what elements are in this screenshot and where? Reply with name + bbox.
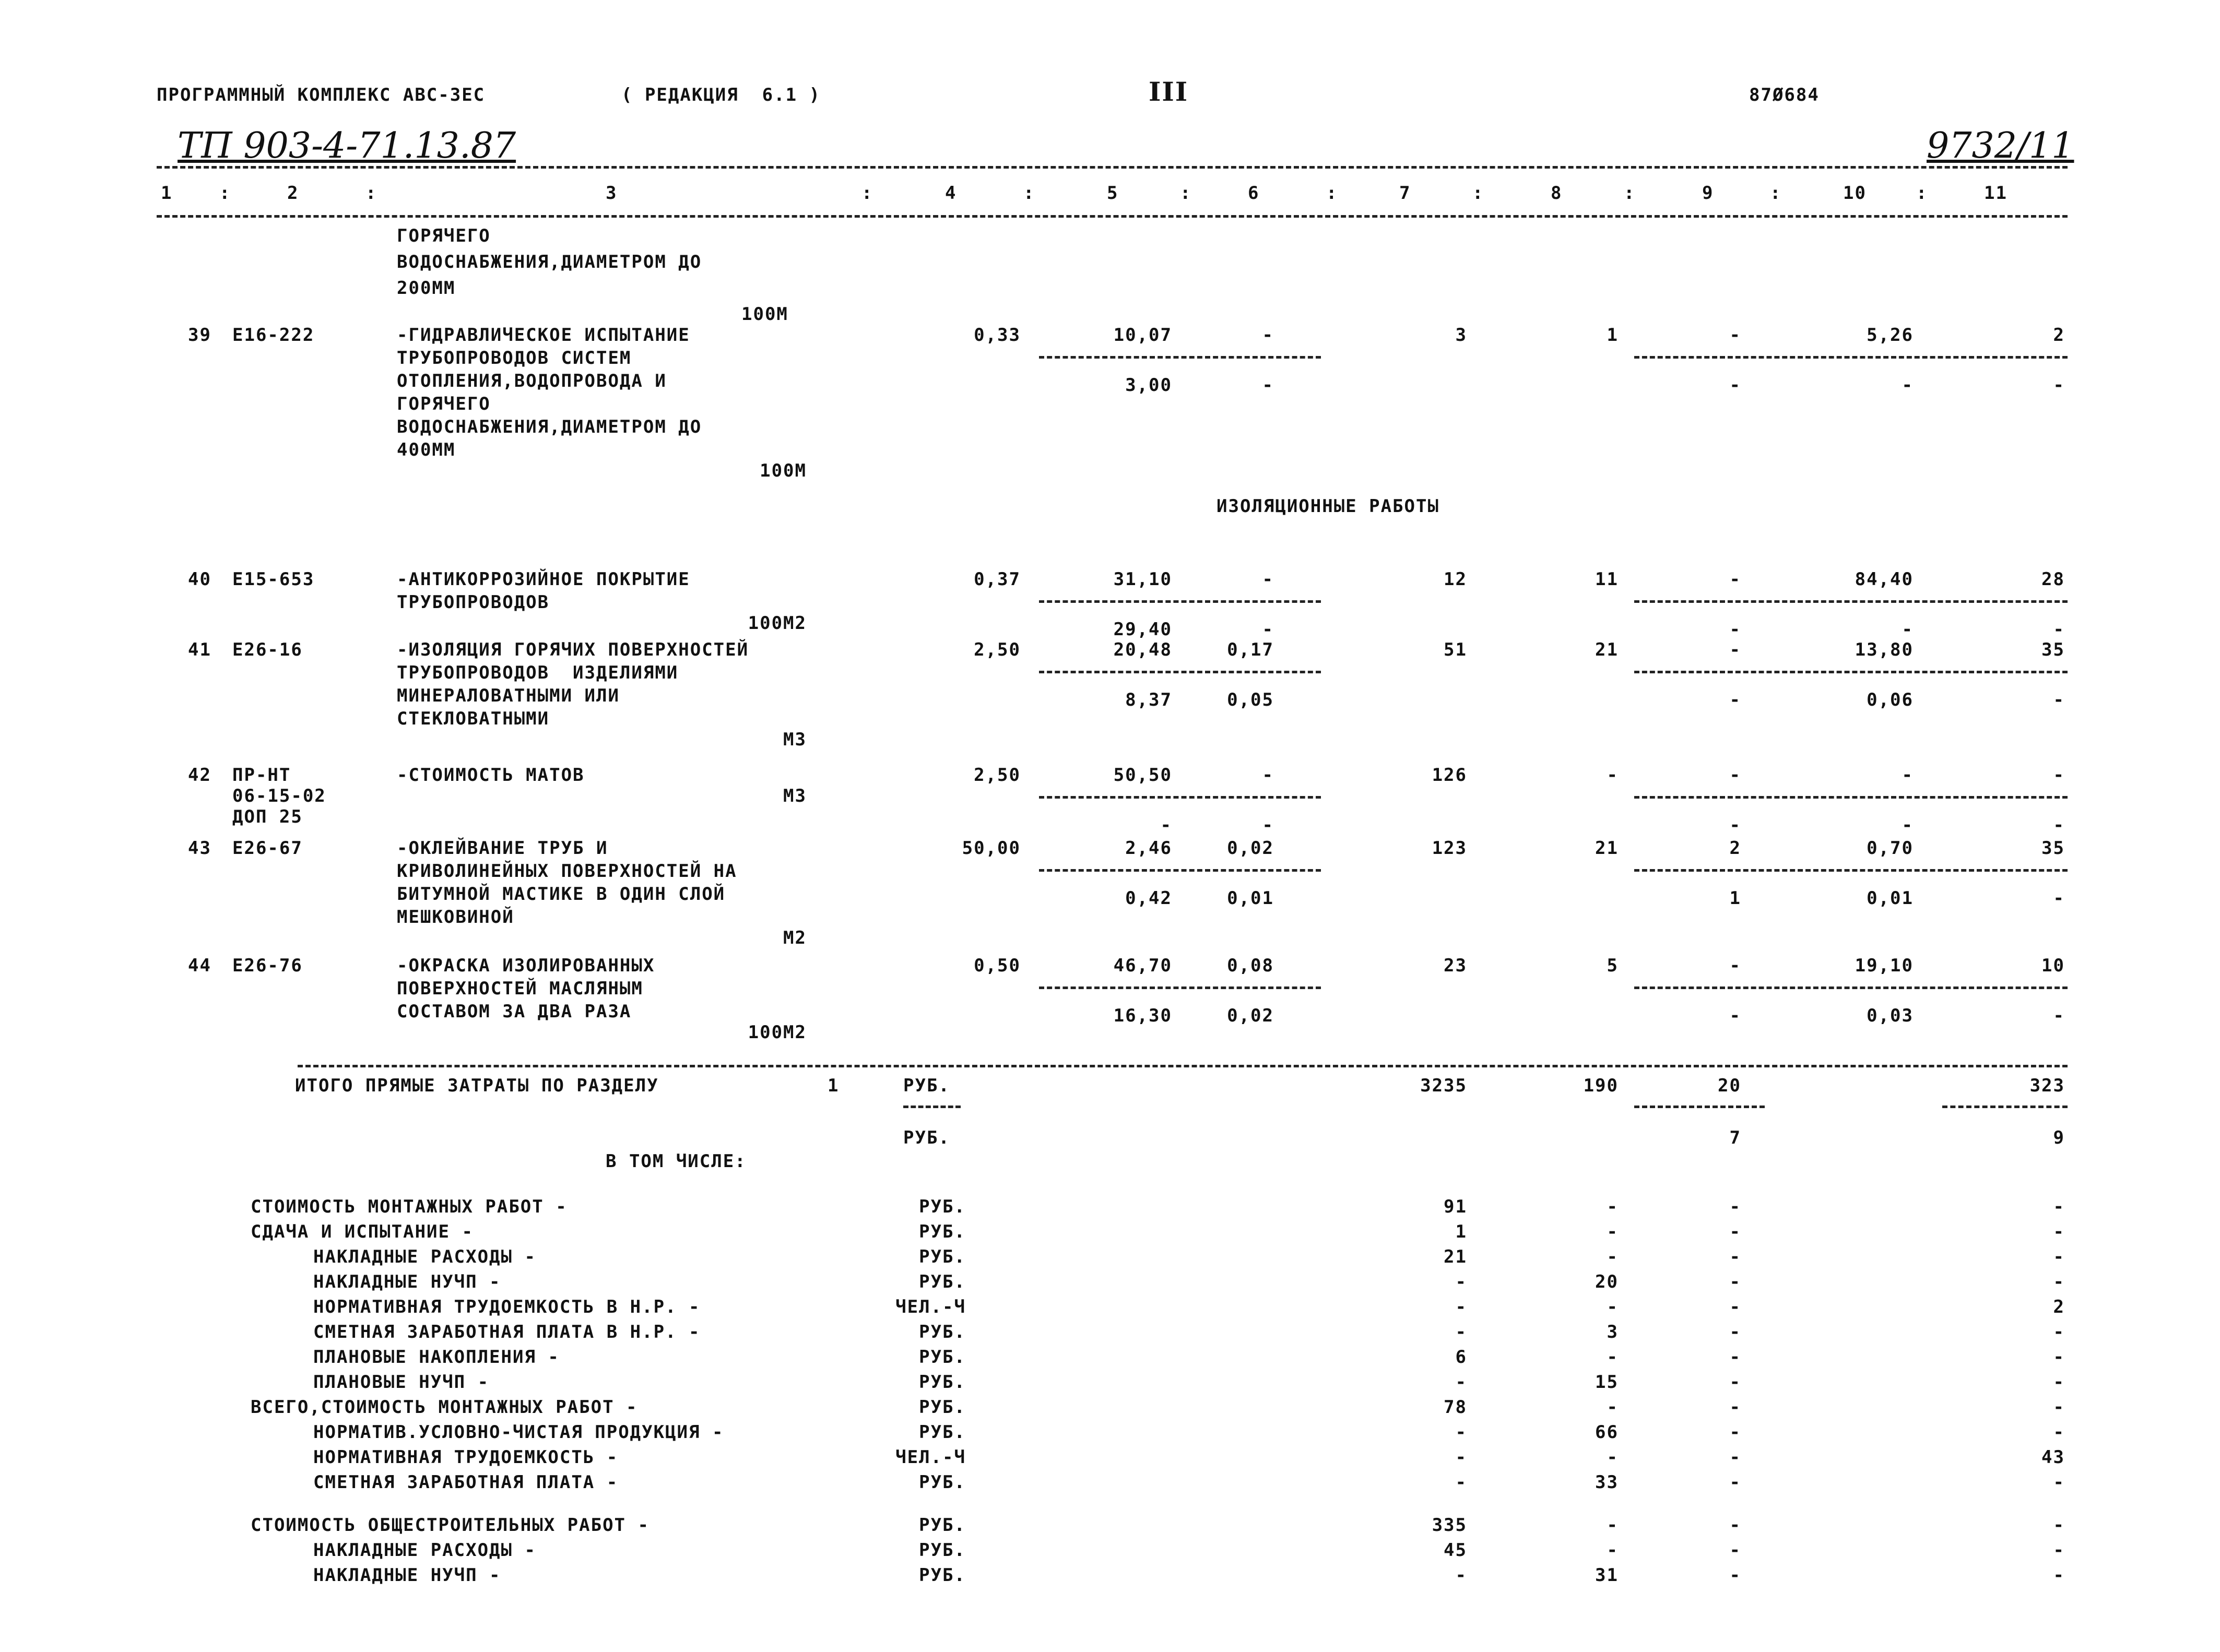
- summary-col8: -: [1607, 1397, 1619, 1418]
- summary-col9: -: [1729, 1246, 1741, 1267]
- work-description: ТРУБОПРОВОДОВ ИЗДЕЛИЯМИ: [397, 662, 679, 683]
- row-number: 43: [188, 838, 211, 859]
- summary-label: НАКЛАДНЫЕ НУЧП -: [313, 1565, 501, 1586]
- summary-col11: -: [2053, 1397, 2065, 1418]
- carryover-line: 100М: [741, 304, 788, 325]
- totals-unit-rule: [903, 1106, 961, 1108]
- summary-label: ВСЕГО,СТОИМОСТЬ МОНТАЖНЫХ РАБОТ -: [251, 1397, 638, 1418]
- column-header: 11: [1984, 183, 2008, 204]
- summary-col8: 20: [1595, 1271, 1619, 1292]
- summary-col11: -: [2053, 1422, 2065, 1443]
- summary-col11: -: [2053, 1196, 2065, 1217]
- col9-lower: -: [1729, 690, 1741, 710]
- summary-col8: 33: [1595, 1472, 1619, 1493]
- work-description: -ИЗОЛЯЦИЯ ГОРЯЧИХ ПОВЕРХНОСТЕЙ: [397, 639, 749, 660]
- header-rule-top: [157, 166, 2068, 169]
- column-header: 9: [1702, 183, 1714, 204]
- unit-wage: 16,30: [1113, 1005, 1172, 1026]
- column-header: :: [1023, 183, 1035, 204]
- unit-cost: 46,70: [1113, 955, 1172, 976]
- summary-col9: -: [1729, 1422, 1741, 1443]
- col9-upper: -: [1729, 765, 1741, 786]
- summary-unit: РУБ.: [919, 1372, 966, 1393]
- machine-cost: -: [1262, 765, 1274, 786]
- machine-cost: -: [1262, 569, 1274, 590]
- summary-unit: РУБ.: [919, 1347, 966, 1368]
- unit-cost: 2,46: [1125, 838, 1172, 859]
- summary-unit: ЧЕЛ.-Ч: [895, 1447, 966, 1468]
- col10-upper: 84,40: [1855, 569, 1914, 590]
- column-header: 8: [1551, 183, 1563, 204]
- column-header: 7: [1399, 183, 1411, 204]
- total-wage: 21: [1595, 639, 1619, 660]
- col10-lower: -: [1902, 815, 1914, 836]
- work-description: ТРУБОПРОВОДОВ: [397, 592, 550, 613]
- value-separator: [1634, 600, 2068, 603]
- work-description: -ОКЛЕЙВАНИЕ ТРУБ И: [397, 838, 608, 859]
- col11-lower: -: [2053, 815, 2065, 836]
- summary-col9: -: [1729, 1565, 1741, 1586]
- total-wage: 5: [1607, 955, 1619, 976]
- work-code: 06-15-02: [232, 786, 326, 806]
- value-separator: [1039, 869, 1321, 872]
- work-description: МЕШКОВИНОЙ: [397, 907, 514, 928]
- col9-lower: -: [1729, 375, 1741, 396]
- col10-lower: -: [1902, 375, 1914, 396]
- summary-col8: -: [1607, 1540, 1619, 1561]
- col11-lower: -: [2053, 375, 2065, 396]
- machine-cost: 0,08: [1227, 955, 1274, 976]
- summary-col8: 31: [1595, 1565, 1619, 1586]
- unit-cost: 31,10: [1113, 569, 1172, 590]
- col11-lower: -: [2053, 619, 2065, 640]
- value-separator: [1039, 987, 1321, 989]
- work-code: Е26-67: [232, 838, 303, 859]
- col9-upper: 2: [1729, 838, 1741, 859]
- column-header: 1: [161, 183, 173, 204]
- column-header: :: [861, 183, 873, 204]
- work-description: КРИВОЛИНЕЙНЫХ ПОВЕРХНОСТЕЙ НА: [397, 861, 737, 882]
- summary-col9: -: [1729, 1322, 1741, 1342]
- machine-wage: 0,01: [1227, 888, 1274, 909]
- summary-unit: РУБ.: [919, 1322, 966, 1342]
- summary-col9: -: [1729, 1271, 1741, 1292]
- work-code: ДОП 25: [232, 806, 303, 827]
- work-description: 400ММ: [397, 439, 456, 460]
- col10-lower: 0,01: [1867, 888, 1914, 909]
- totals-col9: 20: [1718, 1075, 1741, 1096]
- summary-col7: -: [1455, 1422, 1467, 1443]
- machine-cost: -: [1262, 325, 1274, 346]
- col9-upper: -: [1729, 639, 1741, 660]
- totals-wage: 190: [1583, 1075, 1619, 1096]
- summary-col7: -: [1455, 1271, 1467, 1292]
- summary-col11: -: [2053, 1347, 2065, 1368]
- totals-col11: 9: [2053, 1127, 2065, 1148]
- summary-col7: -: [1455, 1297, 1467, 1317]
- unit-wage: -: [1160, 815, 1172, 836]
- summary-col7: 45: [1444, 1540, 1467, 1561]
- summary-unit: РУБ.: [919, 1565, 966, 1586]
- summary-col9: -: [1729, 1196, 1741, 1217]
- summary-col8: -: [1607, 1221, 1619, 1242]
- col9-lower: -: [1729, 619, 1741, 640]
- col11-upper: 35: [2041, 838, 2065, 859]
- unit-of-measure: 100М2: [748, 613, 807, 634]
- value-separator: [1634, 987, 2068, 989]
- summary-unit: РУБ.: [919, 1221, 966, 1242]
- row-number: 41: [188, 639, 211, 660]
- summary-col11: -: [2053, 1322, 2065, 1342]
- column-header: :: [365, 183, 377, 204]
- summary-col7: -: [1455, 1447, 1467, 1468]
- unit-of-measure: М3: [783, 786, 807, 806]
- summary-unit: РУБ.: [919, 1196, 966, 1217]
- summary-col7: 21: [1444, 1246, 1467, 1267]
- work-description: БИТУМНОЙ МАСТИКЕ В ОДИН СЛОЙ: [397, 884, 726, 905]
- quantity: 50,00: [962, 838, 1021, 859]
- carryover-line: ГОРЯЧЕГО: [397, 225, 491, 246]
- work-code: Е26-76: [232, 955, 303, 976]
- summary-col8: -: [1607, 1196, 1619, 1217]
- total-cost: 23: [1444, 955, 1467, 976]
- total-cost: 12: [1444, 569, 1467, 590]
- column-header: 5: [1107, 183, 1119, 204]
- summary-unit: ЧЕЛ.-Ч: [895, 1297, 966, 1317]
- col10-upper: 19,10: [1855, 955, 1914, 976]
- machine-wage: -: [1262, 619, 1274, 640]
- totals-col9: 7: [1729, 1127, 1741, 1148]
- value-separator: [1634, 869, 2068, 872]
- col10-lower: 0,06: [1867, 690, 1914, 710]
- summary-unit: РУБ.: [919, 1515, 966, 1536]
- value-separator: [1039, 600, 1321, 603]
- summary-col7: 91: [1444, 1196, 1467, 1217]
- col10-upper: -: [1902, 765, 1914, 786]
- summary-unit: РУБ.: [919, 1472, 966, 1493]
- col9-upper: -: [1729, 325, 1741, 346]
- summary-col7: 78: [1444, 1397, 1467, 1418]
- summary-col9: -: [1729, 1347, 1741, 1368]
- including-label: В ТОМ ЧИСЛЕ:: [606, 1151, 747, 1172]
- totals-col9-rule: [1634, 1106, 1765, 1108]
- col11-lower: -: [2053, 888, 2065, 909]
- quantity: 0,37: [974, 569, 1021, 590]
- machine-wage: 0,05: [1227, 690, 1274, 710]
- summary-unit: РУБ.: [919, 1271, 966, 1292]
- column-header: 10: [1843, 183, 1867, 204]
- summary-col8: 15: [1595, 1372, 1619, 1393]
- totals-rule: [298, 1065, 2068, 1067]
- unit-of-measure: 100М: [760, 460, 807, 481]
- quantity: 2,50: [974, 639, 1021, 660]
- section-title: ИЗОЛЯЦИОННЫЕ РАБОТЫ: [1217, 496, 1439, 517]
- col9-upper: -: [1729, 955, 1741, 976]
- value-separator: [1634, 796, 2068, 799]
- row-number: 40: [188, 569, 211, 590]
- summary-col8: -: [1607, 1447, 1619, 1468]
- summary-col9: -: [1729, 1397, 1741, 1418]
- col10-upper: 0,70: [1867, 838, 1914, 859]
- summary-label: СДАЧА И ИСПЫТАНИЕ -: [251, 1221, 474, 1242]
- unit-of-measure: М2: [783, 928, 807, 948]
- summary-col7: -: [1455, 1322, 1467, 1342]
- quantity: 0,33: [974, 325, 1021, 346]
- summary-col9: -: [1729, 1221, 1741, 1242]
- col10-upper: 5,26: [1867, 325, 1914, 346]
- summary-col11: -: [2053, 1565, 2065, 1586]
- work-code: Е26-16: [232, 639, 303, 660]
- col9-lower: -: [1729, 1005, 1741, 1026]
- summary-col7: -: [1455, 1372, 1467, 1393]
- unit-wage: 29,40: [1113, 619, 1172, 640]
- machine-cost: 0,02: [1227, 838, 1274, 859]
- work-description: ВОДОСНАБЖЕНИЯ,ДИАМЕТРОМ ДО: [397, 417, 702, 437]
- summary-col11: 43: [2041, 1447, 2065, 1468]
- edition-label: ( РЕДАКЦИЯ 6.1 ): [621, 85, 821, 105]
- carryover-line: ВОДОСНАБЖЕНИЯ,ДИАМЕТРОМ ДО: [397, 252, 702, 272]
- summary-col11: -: [2053, 1372, 2065, 1393]
- summary-col8: 66: [1595, 1422, 1619, 1443]
- totals-label: ИТОГО ПРЯМЫЕ ЗАТРАТЫ ПО РАЗДЕЛУ: [295, 1075, 659, 1096]
- unit-cost: 10,07: [1113, 325, 1172, 346]
- summary-col7: -: [1455, 1565, 1467, 1586]
- unit-wage: 8,37: [1125, 690, 1172, 710]
- summary-label: НАКЛАДНЫЕ НУЧП -: [313, 1271, 501, 1292]
- unit-wage: 3,00: [1125, 375, 1172, 396]
- work-code: Е16-222: [232, 325, 315, 346]
- work-description: ПОВЕРХНОСТЕЙ МАСЛЯНЫМ: [397, 978, 643, 999]
- summary-col11: -: [2053, 1540, 2065, 1561]
- machine-wage: -: [1262, 375, 1274, 396]
- summary-unit: РУБ.: [919, 1540, 966, 1561]
- col11-upper: 28: [2041, 569, 2065, 590]
- summary-col7: 6: [1455, 1347, 1467, 1368]
- value-separator: [1039, 671, 1321, 673]
- value-separator: [1039, 796, 1321, 799]
- work-code: Е15-653: [232, 569, 315, 590]
- value-separator: [1039, 356, 1321, 359]
- page-number: III: [1149, 76, 1189, 107]
- unit-wage: 0,42: [1125, 888, 1172, 909]
- col11-upper: 35: [2041, 639, 2065, 660]
- summary-col8: -: [1607, 1297, 1619, 1317]
- total-wage: 11: [1595, 569, 1619, 590]
- header-rule-bottom: [157, 215, 2068, 218]
- work-description: МИНЕРАЛОВАТНЫМИ ИЛИ: [397, 685, 620, 706]
- summary-col9: -: [1729, 1515, 1741, 1536]
- summary-label: ПЛАНОВЫЕ НУЧП -: [313, 1372, 490, 1393]
- carryover-line: 200ММ: [397, 278, 456, 299]
- column-header: 6: [1248, 183, 1260, 204]
- column-header: 3: [606, 183, 618, 204]
- col10-lower: -: [1902, 619, 1914, 640]
- summary-label: СТОИМОСТЬ ОБЩЕСТРОИТЕЛЬНЫХ РАБОТ -: [251, 1515, 650, 1536]
- unit-of-measure: 100М2: [748, 1022, 807, 1043]
- summary-col7: 1: [1455, 1221, 1467, 1242]
- work-description: -ОКРАСКА ИЗОЛИРОВАННЫХ: [397, 955, 655, 976]
- total-wage: 21: [1595, 838, 1619, 859]
- summary-col8: -: [1607, 1347, 1619, 1368]
- summary-label: НАКЛАДНЫЕ РАСХОДЫ -: [313, 1246, 536, 1267]
- summary-unit: РУБ.: [919, 1397, 966, 1418]
- summary-label: НОРМАТИВ.УСЛОВНО-ЧИСТАЯ ПРОДУКЦИЯ -: [313, 1422, 724, 1443]
- totals-cost: 3235: [1420, 1075, 1467, 1096]
- col11-upper: 2: [2053, 325, 2065, 346]
- total-cost: 51: [1444, 639, 1467, 660]
- totals-unit: РУБ.: [903, 1127, 950, 1148]
- unit-of-measure: М3: [783, 729, 807, 750]
- sheet-number: 9732/11: [1927, 125, 2074, 167]
- totals-col11-rule: [1942, 1106, 2068, 1108]
- col11-upper: 10: [2041, 955, 2065, 976]
- total-cost: 126: [1432, 765, 1467, 786]
- work-description: ГОРЯЧЕГО: [397, 394, 491, 414]
- summary-col11: -: [2053, 1472, 2065, 1493]
- column-header: 2: [287, 183, 299, 204]
- summary-col11: -: [2053, 1221, 2065, 1242]
- column-header: :: [1472, 183, 1484, 204]
- col11-upper: -: [2053, 765, 2065, 786]
- totals-unit: РУБ.: [903, 1075, 950, 1096]
- column-header: 4: [945, 183, 957, 204]
- value-separator: [1634, 356, 2068, 359]
- total-wage: 1: [1607, 325, 1619, 346]
- summary-col9: -: [1729, 1372, 1741, 1393]
- document-code: 87Ø684: [1749, 85, 1820, 105]
- row-number: 39: [188, 325, 211, 346]
- summary-col9: -: [1729, 1540, 1741, 1561]
- summary-label: НАКЛАДНЫЕ РАСХОДЫ -: [313, 1540, 536, 1561]
- summary-label: НОРМАТИВНАЯ ТРУДОЕМКОСТЬ В Н.Р. -: [313, 1297, 701, 1317]
- column-header: :: [1624, 183, 1636, 204]
- summary-unit: РУБ.: [919, 1246, 966, 1267]
- total-cost: 3: [1455, 325, 1467, 346]
- work-description: СОСТАВОМ ЗА ДВА РАЗА: [397, 1001, 632, 1022]
- work-description: СТЕКЛОВАТНЫМИ: [397, 708, 550, 729]
- summary-col8: -: [1607, 1515, 1619, 1536]
- summary-col11: -: [2053, 1271, 2065, 1292]
- unit-cost: 20,48: [1113, 639, 1172, 660]
- summary-label: СТОИМОСТЬ МОНТАЖНЫХ РАБОТ -: [251, 1196, 568, 1217]
- work-description: -ГИДРАВЛИЧЕСКОЕ ИСПЫТАНИЕ: [397, 325, 690, 346]
- summary-col11: -: [2053, 1515, 2065, 1536]
- machine-wage: -: [1262, 815, 1274, 836]
- unit-cost: 50,50: [1113, 765, 1172, 786]
- work-description: ОТОПЛЕНИЯ,ВОДОПРОВОДА И: [397, 371, 667, 391]
- totals-section: 1: [828, 1075, 840, 1096]
- column-header: :: [1916, 183, 1928, 204]
- totals-col11: 323: [2029, 1075, 2065, 1096]
- total-cost: 123: [1432, 838, 1467, 859]
- summary-col9: -: [1729, 1447, 1741, 1468]
- summary-label: НОРМАТИВНАЯ ТРУДОЕМКОСТЬ -: [313, 1447, 619, 1468]
- work-description: -СТОИМОСТЬ МАТОВ: [397, 765, 585, 786]
- row-number: 44: [188, 955, 211, 976]
- summary-col8: -: [1607, 1246, 1619, 1267]
- summary-col11: -: [2053, 1246, 2065, 1267]
- row-number: 42: [188, 765, 211, 786]
- machine-cost: 0,17: [1227, 639, 1274, 660]
- summary-col7: 335: [1432, 1515, 1467, 1536]
- col10-lower: 0,03: [1867, 1005, 1914, 1026]
- summary-col9: -: [1729, 1472, 1741, 1493]
- column-header: :: [1326, 183, 1338, 204]
- summary-col8: 3: [1607, 1322, 1619, 1342]
- summary-col9: -: [1729, 1297, 1741, 1317]
- work-description: ТРУБОПРОВОДОВ СИСТЕМ: [397, 348, 632, 369]
- program-name: ПРОГРАММНЫЙ КОМПЛЕКС АВС-ЗЕС: [157, 85, 486, 105]
- total-wage: -: [1607, 765, 1619, 786]
- summary-label: ПЛАНОВЫЕ НАКОПЛЕНИЯ -: [313, 1347, 560, 1368]
- summary-unit: РУБ.: [919, 1422, 966, 1443]
- summary-col11: 2: [2053, 1297, 2065, 1317]
- col10-upper: 13,80: [1855, 639, 1914, 660]
- col11-lower: -: [2053, 1005, 2065, 1026]
- summary-label: СМЕТНАЯ ЗАРАБОТНАЯ ПЛАТА -: [313, 1472, 619, 1493]
- summary-col7: -: [1455, 1472, 1467, 1493]
- col9-upper: -: [1729, 569, 1741, 590]
- value-separator: [1634, 671, 2068, 673]
- col11-lower: -: [2053, 690, 2065, 710]
- project-number: ТП 903-4-71.13.87: [178, 125, 516, 167]
- col9-lower: 1: [1729, 888, 1741, 909]
- quantity: 0,50: [974, 955, 1021, 976]
- column-header: :: [1180, 183, 1192, 204]
- work-code: ПР-НТ: [232, 765, 291, 786]
- work-description: -АНТИКОРРОЗИЙНОЕ ПОКРЫТИЕ: [397, 569, 690, 590]
- quantity: 2,50: [974, 765, 1021, 786]
- summary-label: СМЕТНАЯ ЗАРАБОТНАЯ ПЛАТА В Н.Р. -: [313, 1322, 701, 1342]
- column-header: :: [219, 183, 231, 204]
- column-header: :: [1770, 183, 1782, 204]
- machine-wage: 0,02: [1227, 1005, 1274, 1026]
- col9-lower: -: [1729, 815, 1741, 836]
